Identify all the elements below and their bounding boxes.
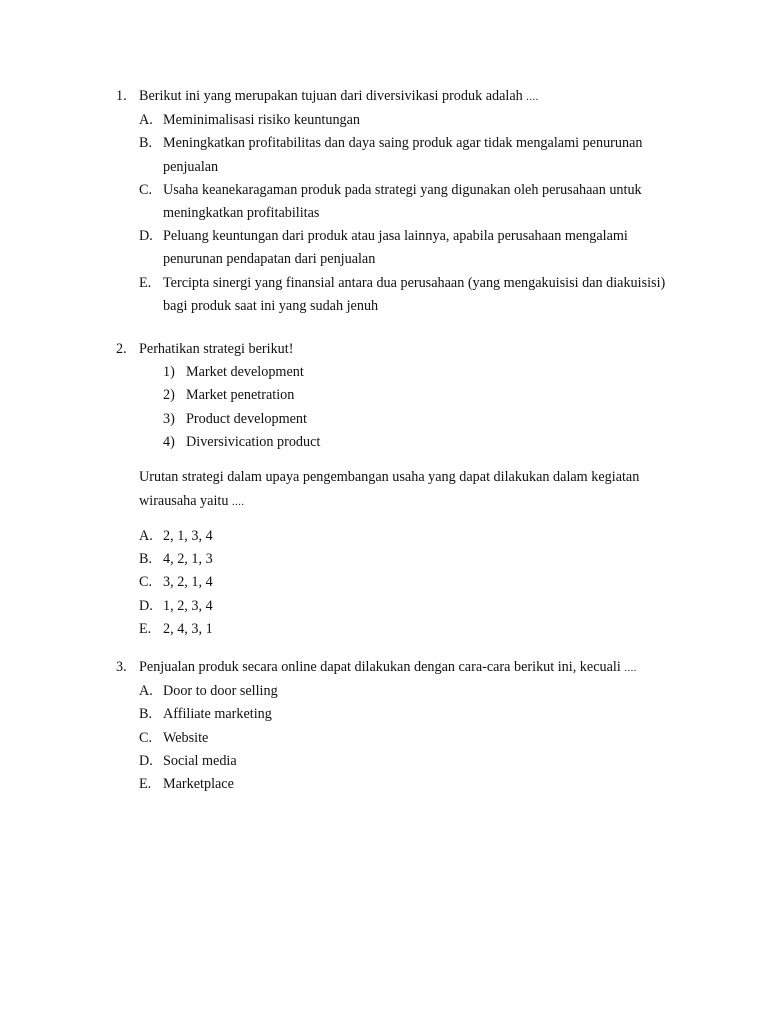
strategy-number: 2) bbox=[163, 387, 175, 404]
option-letter: B. bbox=[139, 551, 153, 568]
strategy-number: 4) bbox=[163, 433, 175, 450]
question-1-stem bbox=[116, 85, 676, 109]
question-text: Perhatikan strategi berikut! bbox=[139, 341, 294, 357]
option-text: Marketplace bbox=[163, 776, 234, 793]
option-letter: C. bbox=[139, 574, 153, 591]
option-letter: B. bbox=[139, 135, 153, 152]
answer-option-a bbox=[116, 109, 676, 132]
option-text-line-2: bagi produk saat ini yang sudah jenuh bbox=[163, 297, 379, 314]
strategy-item bbox=[116, 384, 676, 407]
strategy-item bbox=[116, 361, 676, 384]
option-letter: E. bbox=[139, 274, 152, 291]
answer-option-e bbox=[116, 272, 676, 318]
answer-blank-dots: .... bbox=[624, 663, 637, 674]
option-text: Social media bbox=[163, 752, 237, 769]
question-number: 1. bbox=[116, 88, 127, 104]
answer-options bbox=[116, 525, 676, 641]
option-text: 1, 2, 3, 4 bbox=[163, 597, 213, 614]
answer-option-c bbox=[116, 571, 676, 594]
strategy-number: 1) bbox=[163, 364, 175, 381]
option-letter: A. bbox=[139, 112, 153, 129]
option-text-line-2: meningkatkan profitabilitas bbox=[163, 205, 320, 222]
option-letter: A. bbox=[139, 528, 153, 545]
question-3 bbox=[116, 656, 676, 796]
answer-option-d bbox=[116, 225, 676, 271]
option-text-line-2: penurunan pendapatan dari penjualan bbox=[163, 251, 376, 268]
strategy-text: Diversivication product bbox=[186, 433, 321, 450]
strategy-text: Market development bbox=[186, 364, 304, 381]
question-2-stem bbox=[116, 338, 676, 361]
prompt-line-2: wirausaha yaitu bbox=[139, 493, 229, 510]
strategy-item bbox=[116, 408, 676, 431]
option-text: Door to door selling bbox=[163, 683, 278, 700]
option-letter: B. bbox=[139, 706, 153, 723]
option-text: 2, 4, 3, 1 bbox=[163, 620, 213, 637]
question-number: 2. bbox=[116, 341, 127, 357]
option-letter: E. bbox=[139, 620, 152, 637]
question-3-stem bbox=[116, 656, 676, 680]
option-text: 3, 2, 1, 4 bbox=[163, 574, 213, 591]
strategy-number: 3) bbox=[163, 410, 175, 427]
answer-option-a bbox=[116, 525, 676, 548]
question-number: 3. bbox=[116, 659, 127, 675]
option-text-line-1: Tercipta sinergi yang finansial antara dua perusahaan (yang mengakuisisi dan diakuisisi) bbox=[163, 274, 666, 291]
strategy-text: Market penetration bbox=[186, 387, 295, 404]
option-text: Meminimalisasi risiko keuntungan bbox=[163, 112, 361, 129]
question-2 bbox=[116, 338, 676, 641]
answer-option-b bbox=[116, 703, 676, 726]
option-letter: D. bbox=[139, 228, 153, 245]
answer-option-b bbox=[116, 132, 676, 178]
question-1 bbox=[116, 85, 676, 318]
option-text: Affiliate marketing bbox=[163, 706, 272, 723]
question-2-prompt bbox=[116, 465, 676, 515]
answer-option-a bbox=[116, 680, 676, 703]
answer-option-e bbox=[116, 773, 676, 796]
answer-option-b bbox=[116, 548, 676, 571]
option-letter: C. bbox=[139, 181, 153, 198]
option-letter: C. bbox=[139, 729, 153, 746]
answer-option-d bbox=[116, 750, 676, 773]
option-text: Website bbox=[163, 729, 209, 746]
answer-option-e bbox=[116, 618, 676, 641]
answer-option-c bbox=[116, 179, 676, 225]
answer-blank-dots: .... bbox=[231, 497, 245, 509]
answer-options bbox=[116, 680, 676, 796]
option-text: 2, 1, 3, 4 bbox=[163, 528, 213, 545]
answer-option-c bbox=[116, 727, 676, 750]
prompt-line-1: Urutan strategi dalam upaya pengembangan usaha yang dapat dilakukan dalam kegiatan bbox=[139, 469, 640, 486]
option-text: 4, 2, 1, 3 bbox=[163, 551, 213, 568]
option-text-line-1: Peluang keuntungan dari produk atau jasa lainnya, apabila perusahaan mengalami bbox=[163, 228, 628, 245]
option-letter: E. bbox=[139, 776, 152, 793]
question-text: Berikut ini yang merupakan tujuan dari diversivikasi produk adalah bbox=[139, 88, 523, 104]
option-text-line-1: Meningkatkan profitabilitas dan daya saing produk agar tidak mengalami penurunan bbox=[163, 135, 643, 152]
question-text: Penjualan produk secara online dapat dilakukan dengan cara-cara berikut ini, kecuali bbox=[139, 659, 621, 675]
strategy-text: Product development bbox=[186, 410, 307, 427]
answer-option-d bbox=[116, 595, 676, 618]
option-letter: D. bbox=[139, 597, 153, 614]
strategy-list bbox=[116, 361, 676, 454]
answer-options bbox=[116, 109, 676, 318]
option-text-line-1: Usaha keanekaragaman produk pada strategi yang digunakan oleh perusahaan untuk bbox=[163, 181, 642, 198]
option-letter: D. bbox=[139, 752, 153, 769]
option-letter: A. bbox=[139, 683, 153, 700]
answer-blank-dots: .... bbox=[526, 92, 539, 103]
option-text-line-2: penjualan bbox=[163, 158, 219, 175]
strategy-item bbox=[116, 431, 676, 454]
